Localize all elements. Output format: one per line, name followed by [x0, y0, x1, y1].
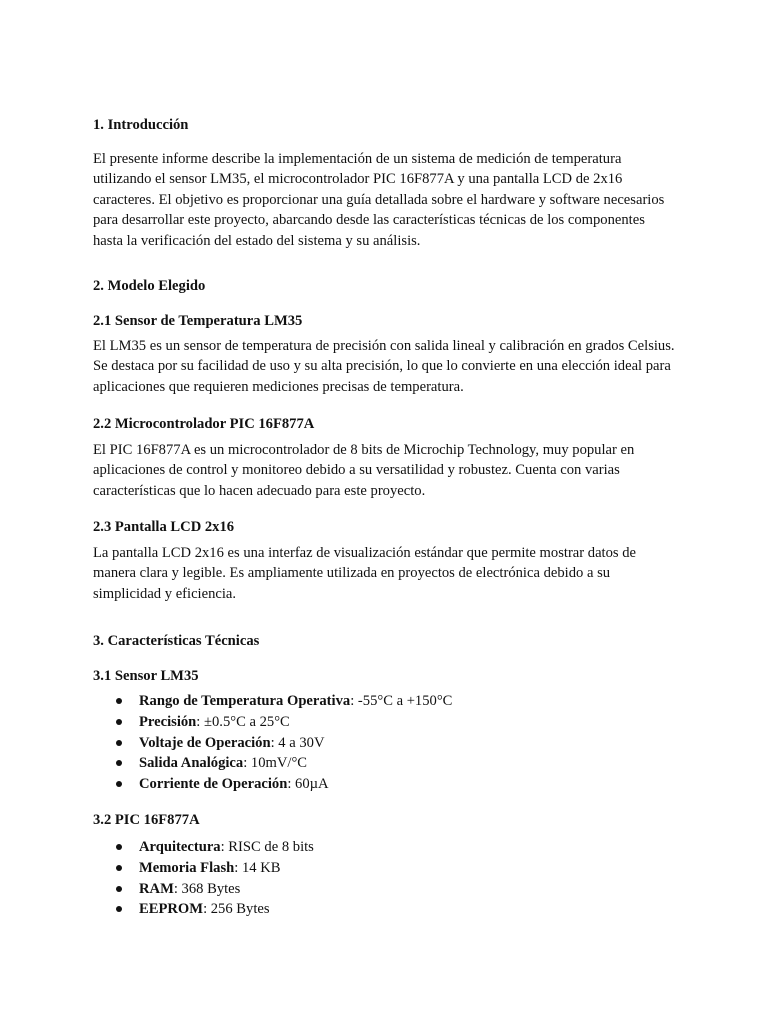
- spec-value: : 60µA: [287, 776, 329, 793]
- section-heading-modelo-elegido: 2. Modelo Elegido: [93, 278, 206, 294]
- spec-value: : 368 Bytes: [173, 880, 241, 897]
- spec-value: : RISC de 8 bits: [220, 839, 314, 855]
- list-item: [93, 753, 452, 774]
- spec-label: Voltaje de Operación: [139, 734, 271, 751]
- bullet-icon: [116, 719, 122, 725]
- section-heading-introduccion: 1. Introducción: [93, 117, 189, 133]
- spec-list-pic: [93, 837, 314, 920]
- spec-value: : 14 KB: [234, 859, 281, 876]
- spec-label: Memoria Flash: [139, 859, 235, 876]
- bullet-icon: [116, 844, 122, 850]
- paragraph-introduccion: El presente informe describe la implementación de un sistema de medición de temperatura utilizando el sensor LM35, el microcontrolador PIC 16F877A y una pantalla LCD de 2x16 caracteres. El objetivo es proporcionar una guía detallada sobre el hardware y software necesarios para desarrollar este proyecto, abarcando desde las características técnicas de los componentes hasta la verificación del estado del sistema y su análisis.: [93, 151, 665, 249]
- subsection-heading-sensor-lm35: 2.1 Sensor de Temperatura LM35: [93, 313, 303, 329]
- bullet-icon: [116, 760, 122, 766]
- subsection-heading-pantalla-lcd: 2.3 Pantalla LCD 2x16: [93, 519, 235, 535]
- section-heading-caracteristicas-tecnicas: 3. Características Técnicas: [93, 633, 260, 649]
- spec-label: Arquitectura: [139, 839, 221, 855]
- subsection-heading-lm35-specs: 3.1 Sensor LM35: [93, 668, 199, 684]
- bullet-icon: [116, 865, 122, 871]
- list-item: [93, 774, 452, 795]
- paragraph-pantalla-lcd: La pantalla LCD 2x16 es una interfaz de visualización estándar que permite mostrar datos de manera clara y legible. Es ampliamente utilizada en proyectos de electrónica debido a su simplicidad y eficiencia.: [93, 545, 637, 602]
- list-item: [93, 837, 314, 858]
- spec-value: : ±0.5°C a 25°C: [196, 713, 290, 730]
- spec-label: Corriente de Operación: [139, 776, 288, 793]
- bullet-icon: [116, 740, 122, 746]
- bullet-icon: [116, 886, 122, 892]
- spec-list-lm35: [93, 691, 452, 795]
- list-item: [93, 879, 314, 900]
- spec-value: : 256 Bytes: [203, 901, 270, 918]
- bullet-icon: [116, 906, 122, 912]
- spec-label: Precisión: [139, 713, 197, 730]
- spec-label: RAM: [139, 880, 174, 897]
- spec-label: Rango de Temperatura Operativa: [139, 693, 351, 709]
- spec-value: : 4 a 30V: [270, 734, 325, 751]
- list-item: [93, 691, 452, 712]
- subsection-heading-pic-specs: 3.2 PIC 16F877A: [93, 812, 200, 828]
- spec-label: EEPROM: [139, 901, 204, 918]
- list-item: [93, 733, 452, 754]
- bullet-icon: [116, 698, 122, 704]
- paragraph-microcontrolador: El PIC 16F877A es un microcontrolador de 8 bits de Microchip Technology, muy popular en aplicaciones de control y monitoreo debido a su versatilidad y robustez. Cuenta con varias características que lo hacen adecuado para este proyecto.: [93, 442, 635, 499]
- paragraph-sensor-lm35: El LM35 es un sensor de temperatura de precisión con salida lineal y calibración en grados Celsius. Se destaca por su facilidad de uso y su alta precisión, lo que lo convierte en una elección ideal para aplicaciones que requieren mediciones precisas de temperatura.: [93, 338, 675, 395]
- list-item: [93, 712, 452, 733]
- spec-value: : -55°C a +150°C: [350, 693, 453, 709]
- list-item: [93, 858, 314, 879]
- spec-label: Salida Analógica: [139, 755, 244, 772]
- bullet-icon: [116, 781, 122, 787]
- subsection-heading-microcontrolador: 2.2 Microcontrolador PIC 16F877A: [93, 416, 315, 432]
- spec-value: : 10mV/°C: [243, 755, 308, 772]
- list-item: [93, 899, 314, 920]
